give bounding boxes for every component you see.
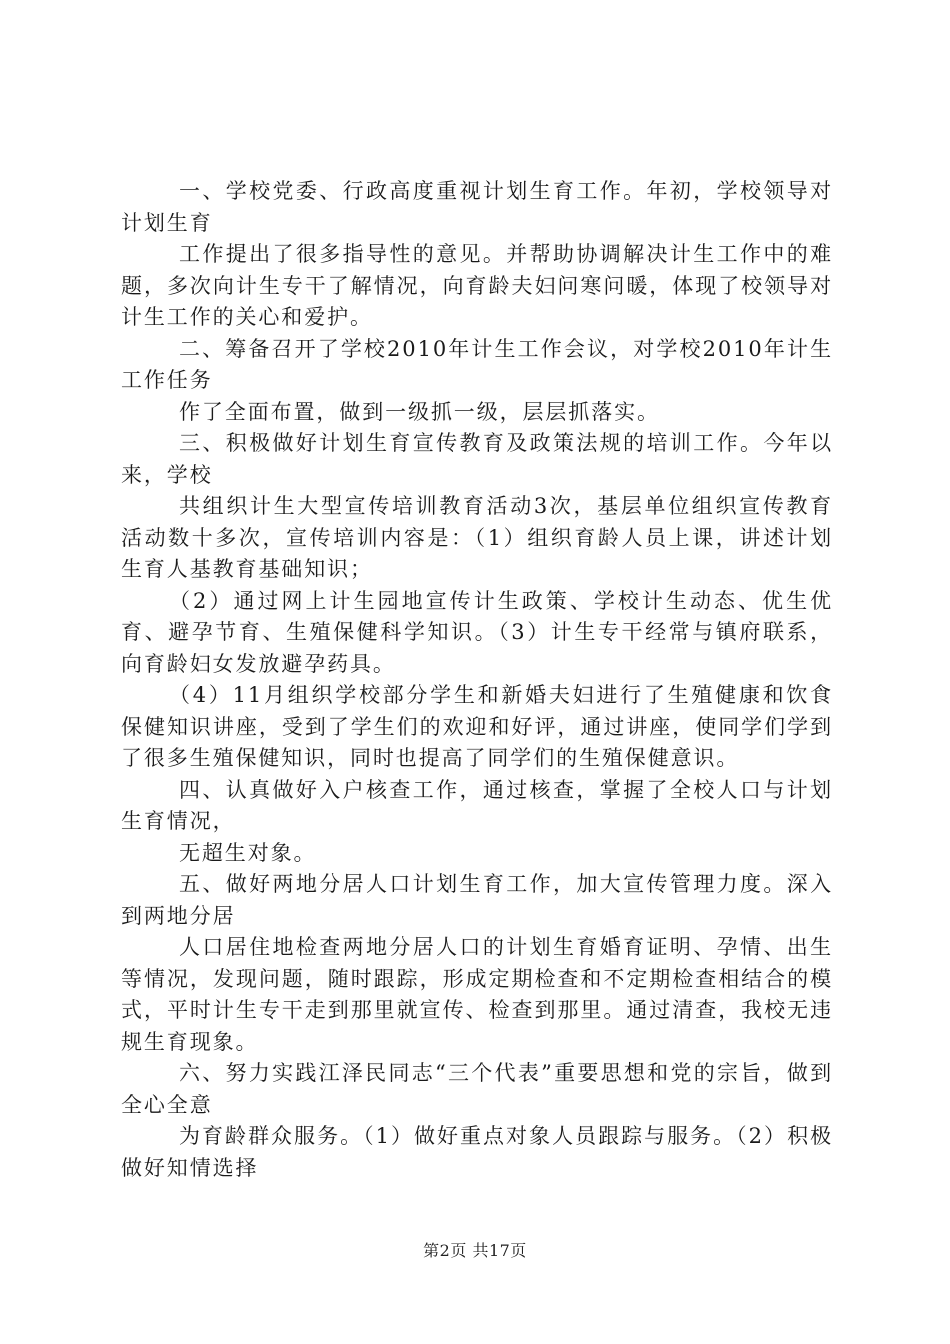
paragraph-7: （2）通过网上计生园地宣传计生政策、学校计生动态、优生优育、避孕节育、生殖保健科学知识。（3）计生专干经常与镇府联系，向育龄妇女发放避孕药具。 <box>121 588 833 676</box>
document-body <box>121 176 833 1184</box>
paragraph-3: 二、筹备召开了学校2010年计生工作会议，对学校2010年计生工作任务 <box>121 336 833 392</box>
paragraph-11: 五、做好两地分居人口计划生育工作，加大宣传管理力度。深入到两地分居 <box>121 872 833 928</box>
paragraph-10: 无超生对象。 <box>179 840 317 865</box>
paragraph-4: 作了全面布置，做到一级抓一级，层层抓落实。 <box>179 399 660 424</box>
paragraph-12: 人口居住地检查两地分居人口的计划生育婚育证明、孕情、出生等情况，发现问题，随时跟踪，形成定期检查和不定期检查相结合的模式，平时计生专干走到那里就宣传、检查到那里。通过清查，我校无违规生育现象。 <box>121 935 833 1054</box>
paragraph-5: 三、积极做好计划生育宣传教育及政策法规的培训工作。今年以来，学校 <box>121 431 833 487</box>
paragraph-8: （4）11月组织学校部分学生和新婚夫妇进行了生殖健康和饮食保健知识讲座，受到了学生们的欢迎和好评，通过讲座，使同学们学到了很多生殖保健知识，同时也提高了同学们的生殖保健意识。 <box>121 683 833 770</box>
paragraph-9: 四、认真做好入户核查工作，通过核查，掌握了全校人口与计划生育情况， <box>121 777 833 833</box>
page-footer: 第2页 共17页 <box>423 1241 527 1260</box>
paragraph-1: 一、学校党委、行政高度重视计划生育工作。年初，学校领导对计划生育 <box>121 179 833 235</box>
paragraph-14: 为育龄群众服务。（1）做好重点对象人员跟踪与服务。（2）积极做好知情选择 <box>121 1124 833 1180</box>
paragraph-6: 共组织计生大型宣传培训教育活动3次，基层单位组织宣传教育活动数十多次，宣传培训内容是：（1）组织育龄人员上课，讲述计划生育人基教育基础知识； <box>121 494 833 581</box>
paragraph-13: 六、努力实践江泽民同志“三个代表”重要思想和党的宗旨，做到全心全意 <box>121 1061 833 1117</box>
paragraph-2: 工作提出了很多指导性的意见。并帮助协调解决计生工作中的难题，多次向计生专干了解情况，向育龄夫妇问寒问暖，体现了校领导对计生工作的关心和爱护。 <box>121 242 833 329</box>
